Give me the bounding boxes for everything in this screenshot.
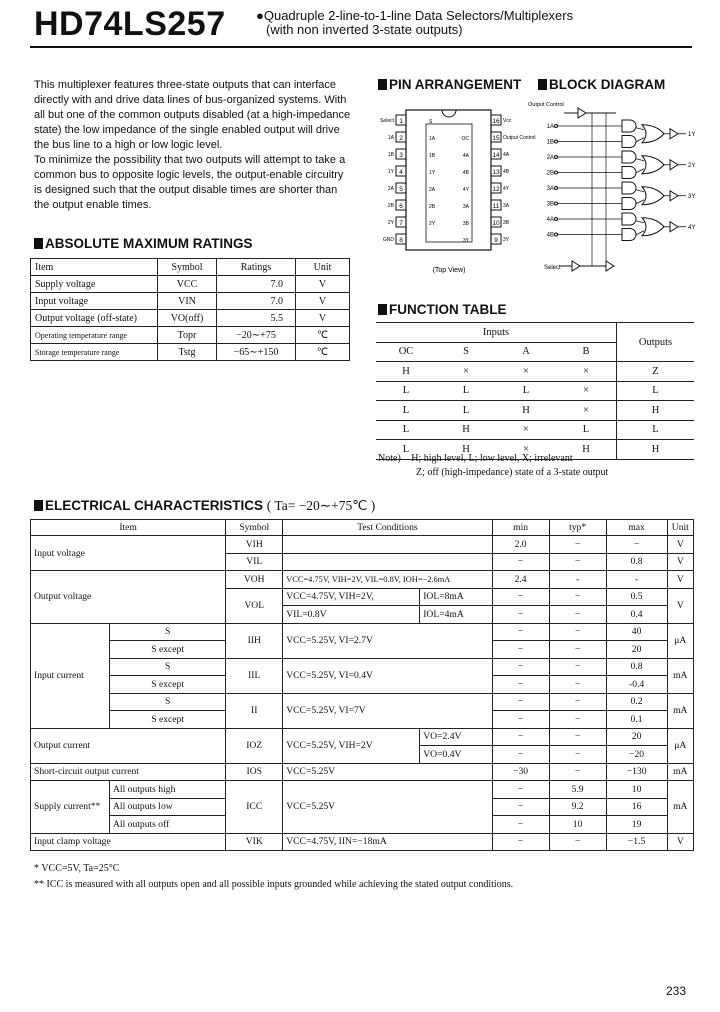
table-row: Short-circuit output current IOS VCC=5.25V −30 − −130 mA xyxy=(31,763,694,781)
block-input-label: 3B xyxy=(546,201,554,208)
pin-number: 15 xyxy=(492,135,500,142)
pin-number: 3 xyxy=(399,152,403,159)
and-gate xyxy=(622,229,636,241)
pin-label: 4Y xyxy=(503,186,510,192)
section-bullet-icon xyxy=(378,79,387,90)
table-row: L H × L L xyxy=(376,420,694,440)
description-line-2: (with non inverted 3-state outputs) xyxy=(266,22,463,37)
and-gate xyxy=(622,182,636,194)
absolute-max-ratings-table xyxy=(30,258,350,361)
block-input-label: 2B xyxy=(546,170,554,177)
pin-number: 12 xyxy=(492,186,500,193)
pin-label: 4A xyxy=(503,152,510,158)
header-cell: Item xyxy=(31,259,158,276)
function-table xyxy=(376,322,694,460)
or-gate xyxy=(642,187,664,205)
table-row: Storage temperature range Tstg −65∼+150 ℃ xyxy=(31,344,350,361)
block-input-label: 1B xyxy=(546,139,554,146)
pin-inner-label: S xyxy=(429,119,433,125)
input-node xyxy=(555,202,558,205)
section-bullet-icon xyxy=(34,238,43,249)
block-input-label: 4B xyxy=(546,232,554,239)
block-diagram xyxy=(526,98,716,278)
pin-number: 4 xyxy=(399,169,403,176)
table-row: VIL=0.8V IOL=4mA − − 0.4 xyxy=(31,606,694,624)
block-input-label: 3A xyxy=(546,186,554,192)
header-cell: Unit xyxy=(296,259,350,276)
and-gate xyxy=(622,120,636,132)
table-row: S II VCC=5.25V, VI=7V − − 0.2 mA xyxy=(31,693,694,711)
or-gate xyxy=(642,125,664,143)
pin-number: 5 xyxy=(399,186,403,193)
pin-label: GND xyxy=(382,237,394,243)
table-row: H × × × Z xyxy=(376,362,694,382)
device-description xyxy=(256,9,573,37)
table-row: Input voltage VIN 7.0 V xyxy=(31,293,350,310)
table-row: Output voltage VOH VCC=4.75V, VIH=2V, VIL=0.8V, IOH=−2.6mA 2.4 - - V xyxy=(31,571,694,589)
description-line-1: ●Quadruple 2-line-to-1-line Data Selectors/Multiplexers xyxy=(256,8,574,23)
table-row: Input current S IIH VCC=5.25V, VI=2.7V − − 40 μA xyxy=(31,623,694,641)
footnote-2: ** ICC is measured with all outputs open and all possible inputs grounded while achieving the stated output conditions. xyxy=(34,879,514,890)
table-row: Input voltage VIH 2.0 − − V xyxy=(31,536,694,554)
tristate-buffer xyxy=(670,222,678,232)
pin-label: 1Y xyxy=(387,169,394,175)
pin-label: 2Y xyxy=(387,220,394,226)
pin-label: 2B xyxy=(387,203,394,209)
pin-label: 3B xyxy=(503,220,510,226)
footnotes xyxy=(34,862,513,891)
intro-paragraph-1: This multiplexer features three-state outputs that can interface directly with and drive data lines of bus-organized systems. With all but one of the common outputs disabled (at a high-impedance state) the low impedance of the single enabled output will drive the bus line to a high or low logic level. xyxy=(34,79,351,151)
input-node xyxy=(555,187,558,190)
output-control-label: Output Control xyxy=(528,102,564,108)
table-row: Input clamp voltage VIK VCC=4.75V, IIN=−18mA − − −1.5 V xyxy=(31,833,694,851)
input-node xyxy=(555,171,558,174)
table-header-row: Item Symbol Test Conditions min typ* max Unit xyxy=(31,520,694,536)
footnote-1: * VCC=5V, Ta=25°C xyxy=(34,863,120,874)
electrical-characteristics-heading: ELECTRICAL CHARACTERISTICS ( Ta= −20∼+75℃ ) xyxy=(34,498,375,514)
pin-label: Output Control xyxy=(503,135,536,141)
pin-number: 7 xyxy=(399,220,403,227)
block-input-label: 1A xyxy=(546,124,554,130)
intro-paragraph-2: To minimize the possibility that two outputs will attempt to take a common bus to opposite logic levels, the output-enable circuitry is designed such that the output disable times are shorter than the output enable times. xyxy=(34,154,346,211)
block-output-label: 2Y xyxy=(688,162,696,169)
elec-conditions: ( Ta= −20∼+75℃ ) xyxy=(266,498,376,513)
pin-inner-label: 4B xyxy=(462,170,469,176)
pin-label: 1A xyxy=(387,135,394,141)
electrical-characteristics-table xyxy=(30,519,694,851)
or-gate xyxy=(642,218,664,236)
table-header-row xyxy=(376,323,694,343)
and-gate xyxy=(622,213,636,225)
table-row: Supply voltage VCC 7.0 V xyxy=(31,276,350,293)
block-output-label: 1Y xyxy=(688,131,696,138)
and-gate xyxy=(622,198,636,210)
and-gate xyxy=(622,167,636,179)
table-row: S except − − 0.1 xyxy=(31,711,694,729)
note-line-2: Z; off (high-impedance) state of a 3-state output xyxy=(416,467,609,478)
section-bullet-icon xyxy=(378,304,387,315)
input-node xyxy=(555,233,558,236)
table-row: Supply current** All outputs high ICC VCC=5.25V − 5.9 10 mA xyxy=(31,781,694,799)
pin-arrangement-heading: PIN ARRANGEMENT xyxy=(378,77,521,92)
tristate-buffer xyxy=(670,191,678,201)
select-label: Select xyxy=(544,265,561,271)
pin-inner-label: 1B xyxy=(429,153,436,159)
pin-inner-label: OC xyxy=(461,136,469,142)
pin-label: Vcc xyxy=(503,118,512,124)
header-rule xyxy=(30,46,692,48)
pin-inner-label: 4Y xyxy=(462,187,469,193)
pin-label: Select xyxy=(380,118,394,124)
pin-inner-label: 3Y xyxy=(462,238,469,244)
pin-label: 1B xyxy=(387,152,394,158)
table-row: Output current IOZ VCC=5.25V, VIH=2V VO=2.4V − − 20 μA xyxy=(31,728,694,746)
header-cell: Ratings xyxy=(217,259,296,276)
table-header-row: OC S A B xyxy=(376,342,694,362)
part-number-title: HD74LS257 xyxy=(34,5,226,43)
pin-number: 2 xyxy=(399,135,403,142)
table-row: VOL VCC=4.75V, VIH=2V, IOL=8mA − − 0.5 V xyxy=(31,588,694,606)
table-row: S except − − -0.4 xyxy=(31,676,694,694)
page-number: 233 xyxy=(665,984,686,998)
block-output-label: 4Y xyxy=(688,224,696,231)
table-header-row xyxy=(31,259,350,276)
section-bullet-icon xyxy=(34,500,43,511)
pin-number: 14 xyxy=(492,152,500,159)
table-row: S IIL VCC=5.25V, VI=0.4V − − 0.8 mA xyxy=(31,658,694,676)
table-row: L L L × L xyxy=(376,381,694,401)
input-node xyxy=(555,218,558,221)
table-row: Operating temperature range Topr −20∼+75 ℃ xyxy=(31,327,350,344)
pin-number: 6 xyxy=(399,203,403,210)
top-view-label: (Top View) xyxy=(432,267,466,274)
function-table-note xyxy=(378,452,608,480)
section-bullet-icon xyxy=(538,79,547,90)
pin-inner-label: 1A xyxy=(429,136,436,142)
table-row: All outputs off − 10 19 xyxy=(31,816,694,834)
note-line-1: H; high level, L; low level, X; irrelevant xyxy=(411,453,573,464)
pin-number: 16 xyxy=(492,118,500,125)
table-row: L H × H H xyxy=(376,440,694,460)
pin-label: 2A xyxy=(387,186,394,192)
input-node xyxy=(555,156,558,159)
table-row: All outputs low − 9.2 16 xyxy=(31,798,694,816)
pin-label: 3A xyxy=(503,203,510,209)
pin-number: 8 xyxy=(399,237,403,244)
pin-inner-label: 2Y xyxy=(429,221,436,227)
tristate-buffer xyxy=(670,160,678,170)
table-row: Output voltage (off-state) VO(off) 5.5 V xyxy=(31,310,350,327)
input-node xyxy=(555,140,558,143)
table-row: S except − − 20 xyxy=(31,641,694,659)
pin-inner-label: 3A xyxy=(462,204,469,210)
table-row: VO=0.4V − − −20 xyxy=(31,746,694,764)
pin-inner-label: 2B xyxy=(429,204,436,210)
and-gate xyxy=(622,136,636,148)
pin-inner-label: 1Y xyxy=(429,170,436,176)
pin-arrangement-diagram xyxy=(374,96,536,278)
pin-inner-label: 2A xyxy=(429,187,436,193)
block-input-label: 4A xyxy=(546,217,554,223)
pin-number: 1 xyxy=(399,118,403,125)
function-table-heading: FUNCTION TABLE xyxy=(378,302,507,317)
pin-label: 4B xyxy=(503,169,510,175)
pin-number: 11 xyxy=(492,203,500,210)
block-diagram-heading: BLOCK DIAGRAM xyxy=(538,77,665,92)
pin-inner-label: 4A xyxy=(462,153,469,159)
pin-number: 9 xyxy=(494,237,498,244)
input-node xyxy=(555,125,558,128)
block-output-label: 3Y xyxy=(688,193,696,200)
pin-inner-label: 3B xyxy=(462,221,469,227)
pin-label: 3Y xyxy=(503,237,510,243)
pin-number: 10 xyxy=(492,220,500,227)
pin-number: 13 xyxy=(492,169,500,176)
inputs-header: Inputs xyxy=(376,323,617,343)
note-label: Note) xyxy=(378,453,401,464)
header-cell: Symbol xyxy=(158,259,217,276)
absolute-max-ratings-heading: ABSOLUTE MAXIMUM RATINGS xyxy=(34,236,253,251)
table-row: L L H × H xyxy=(376,401,694,421)
intro-text xyxy=(34,78,352,213)
and-gate xyxy=(622,151,636,163)
block-input-label: 2A xyxy=(546,155,554,161)
tristate-buffer xyxy=(670,129,678,139)
outputs-header: Outputs xyxy=(617,323,695,362)
or-gate xyxy=(642,156,664,174)
table-row: VIL − − 0.8 V xyxy=(31,553,694,571)
